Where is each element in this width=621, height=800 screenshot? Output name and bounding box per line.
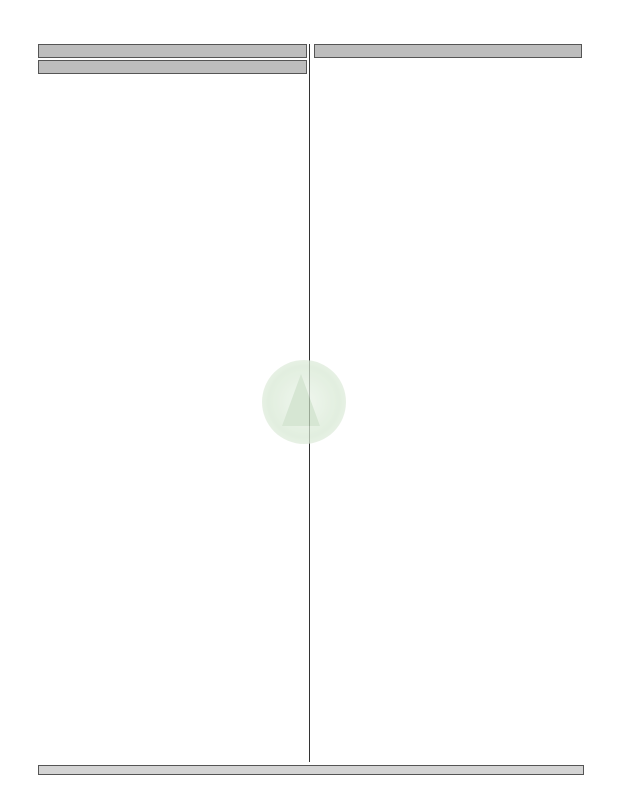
watermark-logo: [262, 360, 346, 444]
bottom-bar: [38, 765, 584, 775]
section-header-adiabatic: [314, 44, 582, 58]
left-column: [38, 42, 307, 76]
right-column: [314, 42, 582, 60]
section-header-internal-energy: [38, 44, 307, 58]
section-header-isothermal: [38, 60, 307, 74]
